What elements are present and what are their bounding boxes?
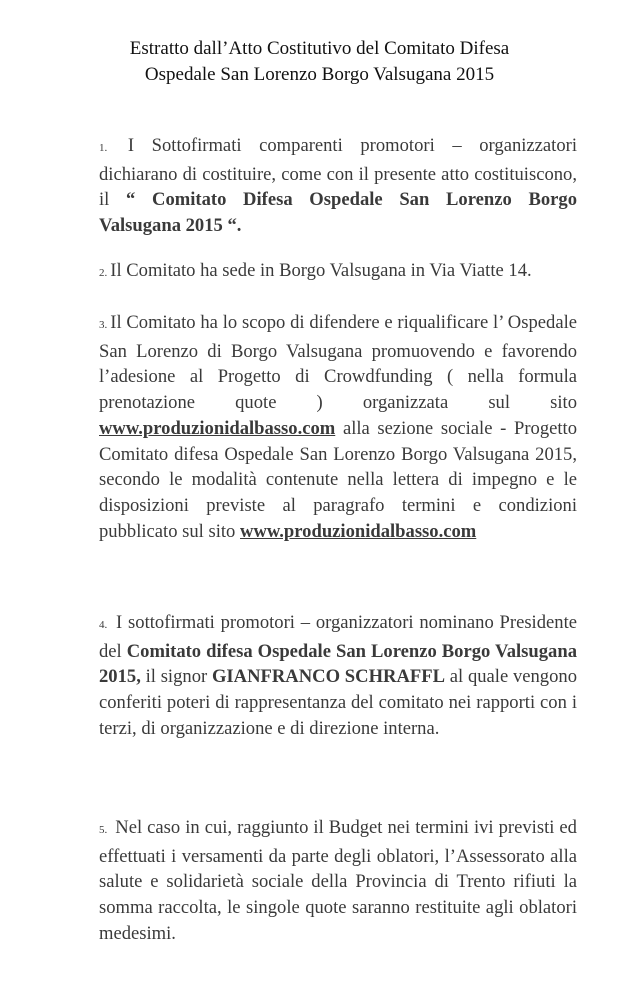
paragraph-number: 1. bbox=[99, 142, 108, 154]
paragraph-text: Nel caso in cui, raggiunto il Budget nei termini ivi previsti ed effettuati i versamenti da parte degli oblatori, l’Assessorato alla salute e solidarietà sociale della Provincia di Trento rifiuti la somma raccolta, le singole quote saranno restituite agli oblatori medesimi. bbox=[99, 817, 577, 944]
website-link[interactable]: www.produzionidalbasso.com bbox=[99, 417, 336, 439]
title-line-1: Estratto dall’Atto Costitutivo del Comitato Difesa bbox=[129, 38, 510, 59]
document-title bbox=[0, 36, 639, 88]
paragraph-text: Il Comitato ha sede in Borgo Valsugana in Via Viatte 14. bbox=[110, 260, 532, 281]
paragraph-5 bbox=[99, 815, 577, 947]
paragraph-text: Il Comitato ha lo scopo di difendere e riqualificare l’ Ospedale San Lorenzo di Borgo Valsugana promuovendo e favorendo l’adesione al Progetto di Crowdfunding ( nella formula prenotazione quote ) organizzata sul sito bbox=[99, 312, 577, 414]
paragraph-number: 3. bbox=[99, 319, 108, 331]
paragraph-text: I Sottofirmati comparenti promotori – organizzatori dichiarano di costituire, come con il presente atto costituiscono, il bbox=[99, 135, 577, 211]
website-link[interactable]: www.produzionidalbasso.com bbox=[240, 520, 477, 542]
paragraph-3 bbox=[99, 310, 577, 544]
committee-name-bold: Comitato difesa Ospedale San Lorenzo Borgo Valsugana 2015, bbox=[99, 640, 577, 688]
paragraph-text: I sottofirmati promotori – organizzatori nominano Presidente del bbox=[99, 612, 577, 662]
title-line-2: Ospedale San Lorenzo Borgo Valsugana 2015 bbox=[144, 64, 495, 85]
paragraph-text: alla sezione sociale - Progetto Comitato difesa Ospedale San Lorenzo Borgo Valsugana 2015, secondo le modalità contenute nella lettera di impegno e le disposizioni previste al paragrafo termini e condizioni pubblicato sul sito bbox=[99, 417, 577, 542]
paragraph-number: 4. bbox=[99, 619, 108, 631]
paragraph-number: 2. bbox=[99, 267, 108, 279]
president-name-bold: GIANFRANCO SCHRAFFL bbox=[211, 666, 445, 688]
paragraph-text: il signor bbox=[145, 666, 208, 688]
paragraph-4 bbox=[99, 610, 577, 742]
paragraph-number: 5. bbox=[99, 824, 108, 836]
paragraph-1 bbox=[99, 133, 577, 239]
committee-name-bold: “ Comitato Difesa Ospedale San Lorenzo Borgo Valsugana 2015 “. bbox=[99, 189, 577, 237]
paragraph-text: al quale vengono conferiti poteri di rappresentanza del comitato nei rapporti con i terzi, di organizzazione e di direzione interna. bbox=[99, 666, 577, 739]
paragraph-2 bbox=[99, 258, 577, 287]
